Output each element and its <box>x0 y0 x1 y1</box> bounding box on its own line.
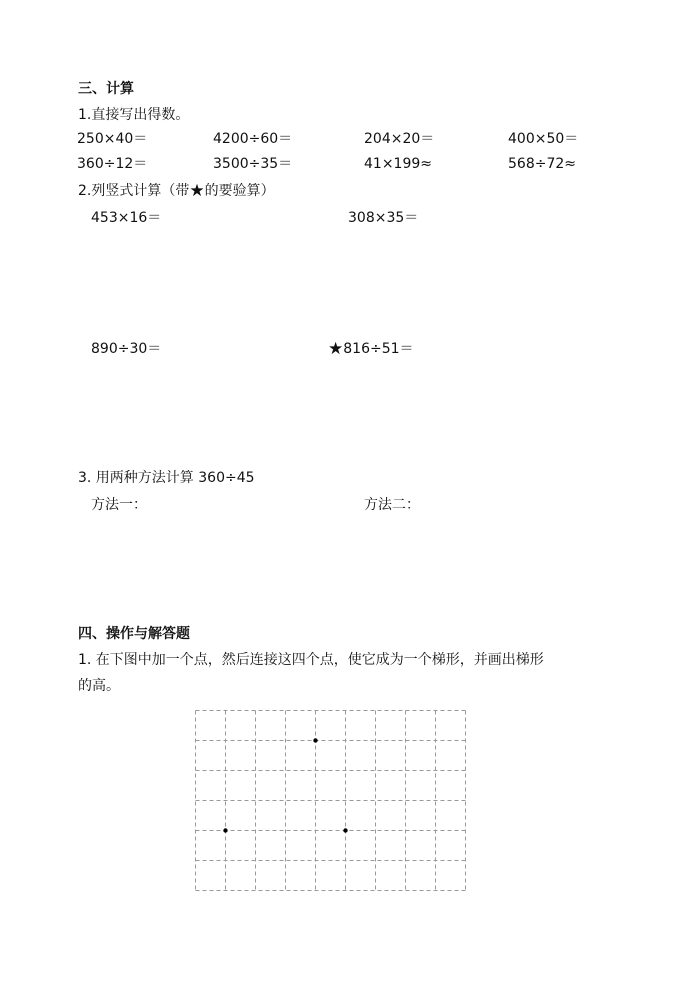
calc-item: 250×40＝ <box>77 131 148 147</box>
vertical-calc-problem: 890÷30＝ <box>91 341 162 357</box>
q1-title: 1.直接写出得数。 <box>78 107 190 123</box>
q2-title-prefix: 2.列竖式计算（带 <box>78 183 190 199</box>
vertical-calc-problem: 308×35＝ <box>348 210 419 226</box>
calc-item: 41×199≈ <box>364 156 432 172</box>
grid-point <box>223 828 227 832</box>
method-two-label: 方法二： <box>364 497 420 513</box>
s4-q1-text-line1: 1. 在下图中加一个点，然后连接这四个点，使它成为一个梯形，并画出梯形 <box>78 652 544 668</box>
vertical-calc-problem: 453×16＝ <box>91 210 162 226</box>
grid-point <box>343 828 347 832</box>
vertical-calc-problem-starred <box>328 340 414 358</box>
star-icon: ★ <box>328 339 344 359</box>
q2-title-suffix: 的要验算） <box>204 183 275 199</box>
calc-item: 400×50＝ <box>508 131 579 147</box>
star-icon: ★ <box>189 181 205 201</box>
calc-item: 3500÷35＝ <box>213 156 293 172</box>
calc-item: 568÷72≈ <box>508 156 576 172</box>
dot-grid <box>195 710 466 891</box>
vertical-calc-problem: 816÷51＝ <box>343 341 414 357</box>
method-one-label: 方法一： <box>91 497 147 513</box>
s4-q1-text-line2: 的高。 <box>78 678 120 694</box>
q3-title: 3. 用两种方法计算 360÷45 <box>78 470 255 486</box>
calc-item: 360÷12＝ <box>77 156 148 172</box>
q2-title <box>78 182 275 200</box>
section-3-heading: 三、计算 <box>78 81 134 97</box>
calc-item: 204×20＝ <box>364 131 435 147</box>
calc-item: 4200÷60＝ <box>213 131 293 147</box>
section-4-heading: 四、操作与解答题 <box>78 626 190 642</box>
grid-point <box>313 738 317 742</box>
